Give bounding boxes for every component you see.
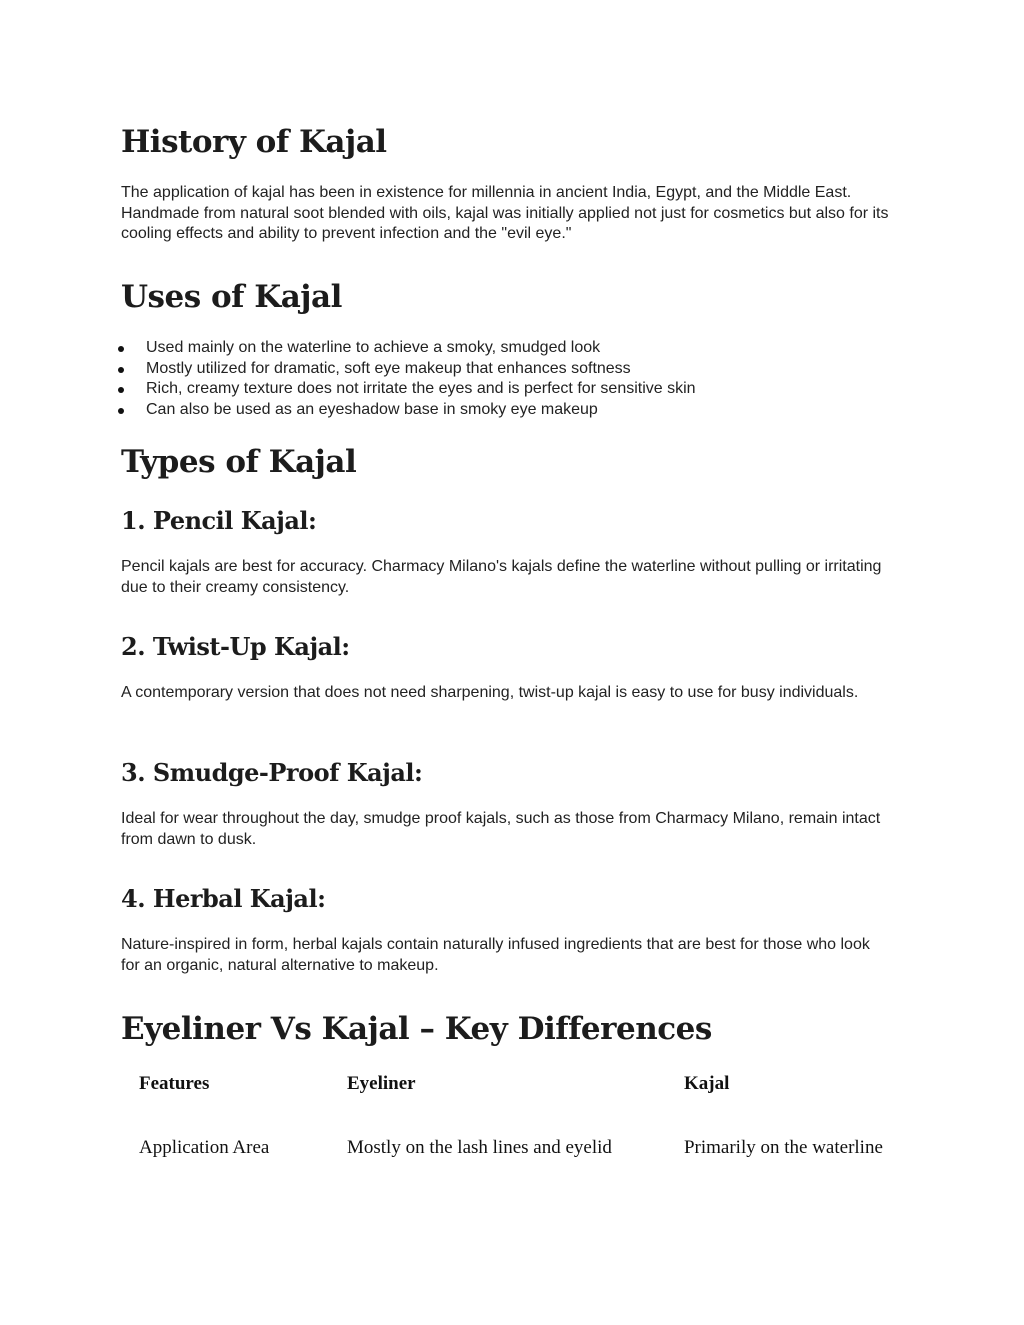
table-header-features: Features <box>139 1073 210 1094</box>
table-cell-kajal: Primarily on the waterline <box>683 1136 883 1158</box>
uses-list-item: Rich, creamy texture does not irritate the eyes and is perfect for sensitive skin <box>121 379 901 400</box>
history-heading: History of Kajal <box>121 124 387 160</box>
uses-heading: Uses of Kajal <box>121 279 342 315</box>
type-title-herbal: 4. Herbal Kajal: <box>121 884 326 913</box>
types-heading: Types of Kajal <box>121 444 357 480</box>
table-header-row <box>139 1073 901 1101</box>
history-paragraph: The application of kajal has been in existence for millennia in ancient India, Egypt, and the Middle East. Handmade from natural soot blended with oils, kajal was initially applied not just for cosmetics but also for its cooling effects and ability to prevent infection and the "evil eye." <box>121 184 889 242</box>
type-text-pencil: Pencil kajals are best for accuracy. Charmacy Milano's kajals define the waterline without pulling or irritating due to their creamy consistency. <box>121 558 882 596</box>
table-header-kajal: Kajal <box>683 1073 730 1094</box>
uses-list <box>121 338 901 420</box>
table-header-eyeliner: Eyeliner <box>346 1073 416 1094</box>
type-text-smudge-proof: Ideal for wear throughout the day, smudge proof kajals, such as those from Charmacy Milano, remain intact from dawn to dusk. <box>121 810 881 848</box>
comparison-table <box>139 1073 901 1173</box>
type-title-pencil: 1. Pencil Kajal: <box>121 506 317 535</box>
type-text-herbal: Nature-inspired in form, herbal kajals contain naturally infused ingredients that are best for those who look for an organic, natural alternative to makeup. <box>121 936 870 974</box>
uses-list-item: Used mainly on the waterline to achieve a smoky, smudged look <box>121 338 901 359</box>
comparison-heading: Eyeliner Vs Kajal – Key Differences <box>121 1011 712 1047</box>
table-cell-eyeliner: Mostly on the lash lines and eyelid <box>346 1136 612 1158</box>
uses-list-item: Mostly utilized for dramatic, soft eye makeup that enhances softness <box>121 359 901 380</box>
table-row <box>139 1101 901 1173</box>
type-title-smudge-proof: 3. Smudge-Proof Kajal: <box>121 758 423 787</box>
uses-list-item: Can also be used as an eyeshadow base in smoky eye makeup <box>121 400 901 421</box>
table-cell-feature: Application Area <box>139 1136 270 1158</box>
type-text-twist-up: A contemporary version that does not need sharpening, twist-up kajal is easy to use for busy individuals. <box>121 684 859 701</box>
type-title-twist-up: 2. Twist-Up Kajal: <box>121 632 350 661</box>
